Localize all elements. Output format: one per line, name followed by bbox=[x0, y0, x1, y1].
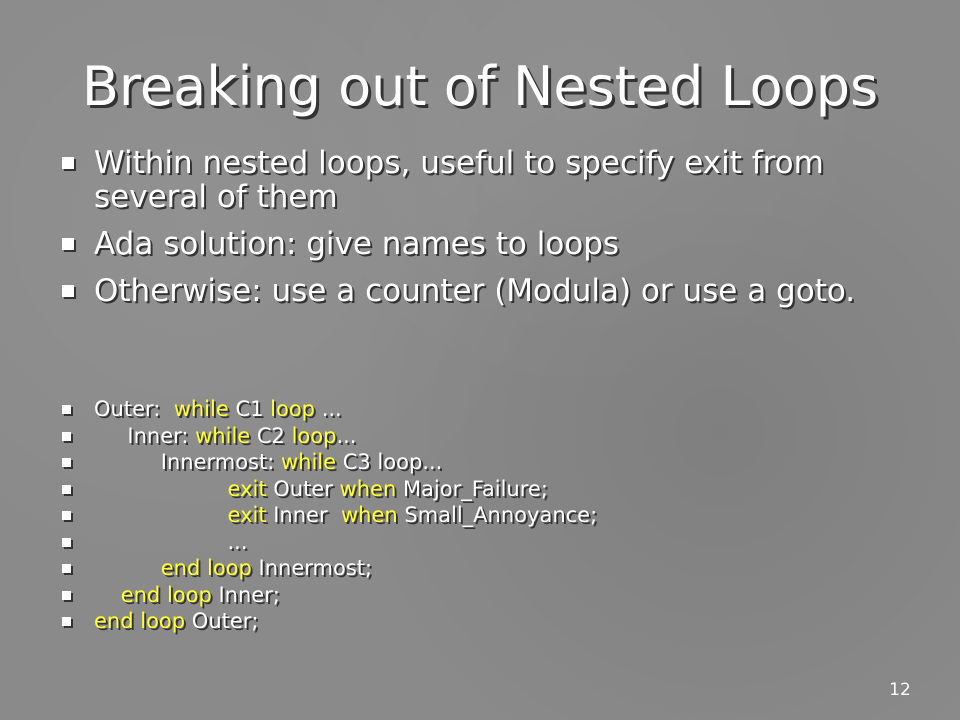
square-bullet-icon bbox=[62, 511, 71, 520]
code-text: Inner: bbox=[94, 423, 196, 448]
code-text: Outer; bbox=[185, 609, 259, 633]
code-line bbox=[62, 502, 902, 529]
bullet-text: Within nested loops, useful to specify exit from several of them bbox=[94, 145, 824, 215]
code-keyword: while bbox=[280, 450, 337, 474]
code-text: Inner bbox=[266, 503, 341, 527]
square-bullet-icon bbox=[62, 564, 71, 573]
square-bullet-icon bbox=[62, 432, 71, 441]
code-line bbox=[62, 396, 902, 423]
code-line bbox=[62, 608, 902, 635]
code-line bbox=[62, 476, 902, 503]
code-keyword: exit bbox=[227, 476, 267, 501]
bullet-item bbox=[62, 227, 882, 261]
code-text: Small_Annoyance; bbox=[397, 503, 598, 527]
code-text: ... bbox=[94, 529, 248, 554]
code-keyword: while bbox=[173, 397, 229, 421]
code-keyword: exit bbox=[227, 503, 267, 527]
code-text: C1 bbox=[228, 397, 271, 421]
code-text: ... bbox=[315, 397, 342, 421]
code-text: Innermost; bbox=[251, 556, 373, 580]
slide-title: Breaking out of Nested Loops bbox=[81, 55, 879, 118]
code-text: Major_Failure; bbox=[396, 476, 548, 501]
bullet-list bbox=[62, 146, 882, 321]
square-bullet-icon bbox=[62, 238, 74, 250]
code-text bbox=[94, 503, 228, 527]
code-text bbox=[94, 583, 121, 607]
code-keyword: while bbox=[195, 423, 251, 448]
square-bullet-icon bbox=[62, 157, 74, 169]
square-bullet-icon bbox=[62, 591, 71, 600]
bullet-item bbox=[62, 146, 882, 214]
code-line bbox=[62, 423, 902, 450]
square-bullet-icon bbox=[62, 405, 71, 414]
code-keyword: end loop bbox=[120, 582, 212, 607]
code-keyword: loop bbox=[270, 397, 316, 421]
code-text: C2 bbox=[250, 423, 292, 448]
code-text bbox=[94, 556, 161, 580]
square-bullet-icon bbox=[62, 485, 71, 494]
square-bullet-icon bbox=[62, 617, 71, 626]
square-bullet-icon bbox=[62, 458, 71, 467]
code-text: Innermost: bbox=[94, 450, 281, 474]
code-text: C3 loop... bbox=[336, 450, 443, 474]
page-number: 12 bbox=[889, 680, 911, 700]
code-keyword: loop bbox=[291, 423, 337, 448]
code-line bbox=[62, 582, 902, 609]
code-text: Inner; bbox=[211, 582, 280, 607]
bullet-text: Ada solution: give names to loops bbox=[94, 226, 620, 262]
code-line bbox=[62, 555, 902, 582]
code-line bbox=[62, 449, 902, 476]
square-bullet-icon bbox=[62, 285, 74, 297]
code-text: Outer bbox=[266, 476, 340, 501]
code-text bbox=[94, 477, 228, 501]
code-keyword: end loop bbox=[160, 556, 252, 580]
code-listing bbox=[62, 396, 902, 635]
square-bullet-icon bbox=[62, 538, 71, 547]
code-keyword: when bbox=[340, 503, 398, 527]
code-keyword: end loop bbox=[94, 609, 186, 633]
code-line bbox=[62, 529, 902, 556]
bullet-item bbox=[62, 274, 882, 308]
code-keyword: when bbox=[339, 476, 397, 501]
bullet-text: Otherwise: use a counter (Modula) or use a goto. bbox=[94, 273, 856, 309]
code-text: Outer: bbox=[94, 397, 174, 421]
code-text: ... bbox=[336, 423, 357, 448]
